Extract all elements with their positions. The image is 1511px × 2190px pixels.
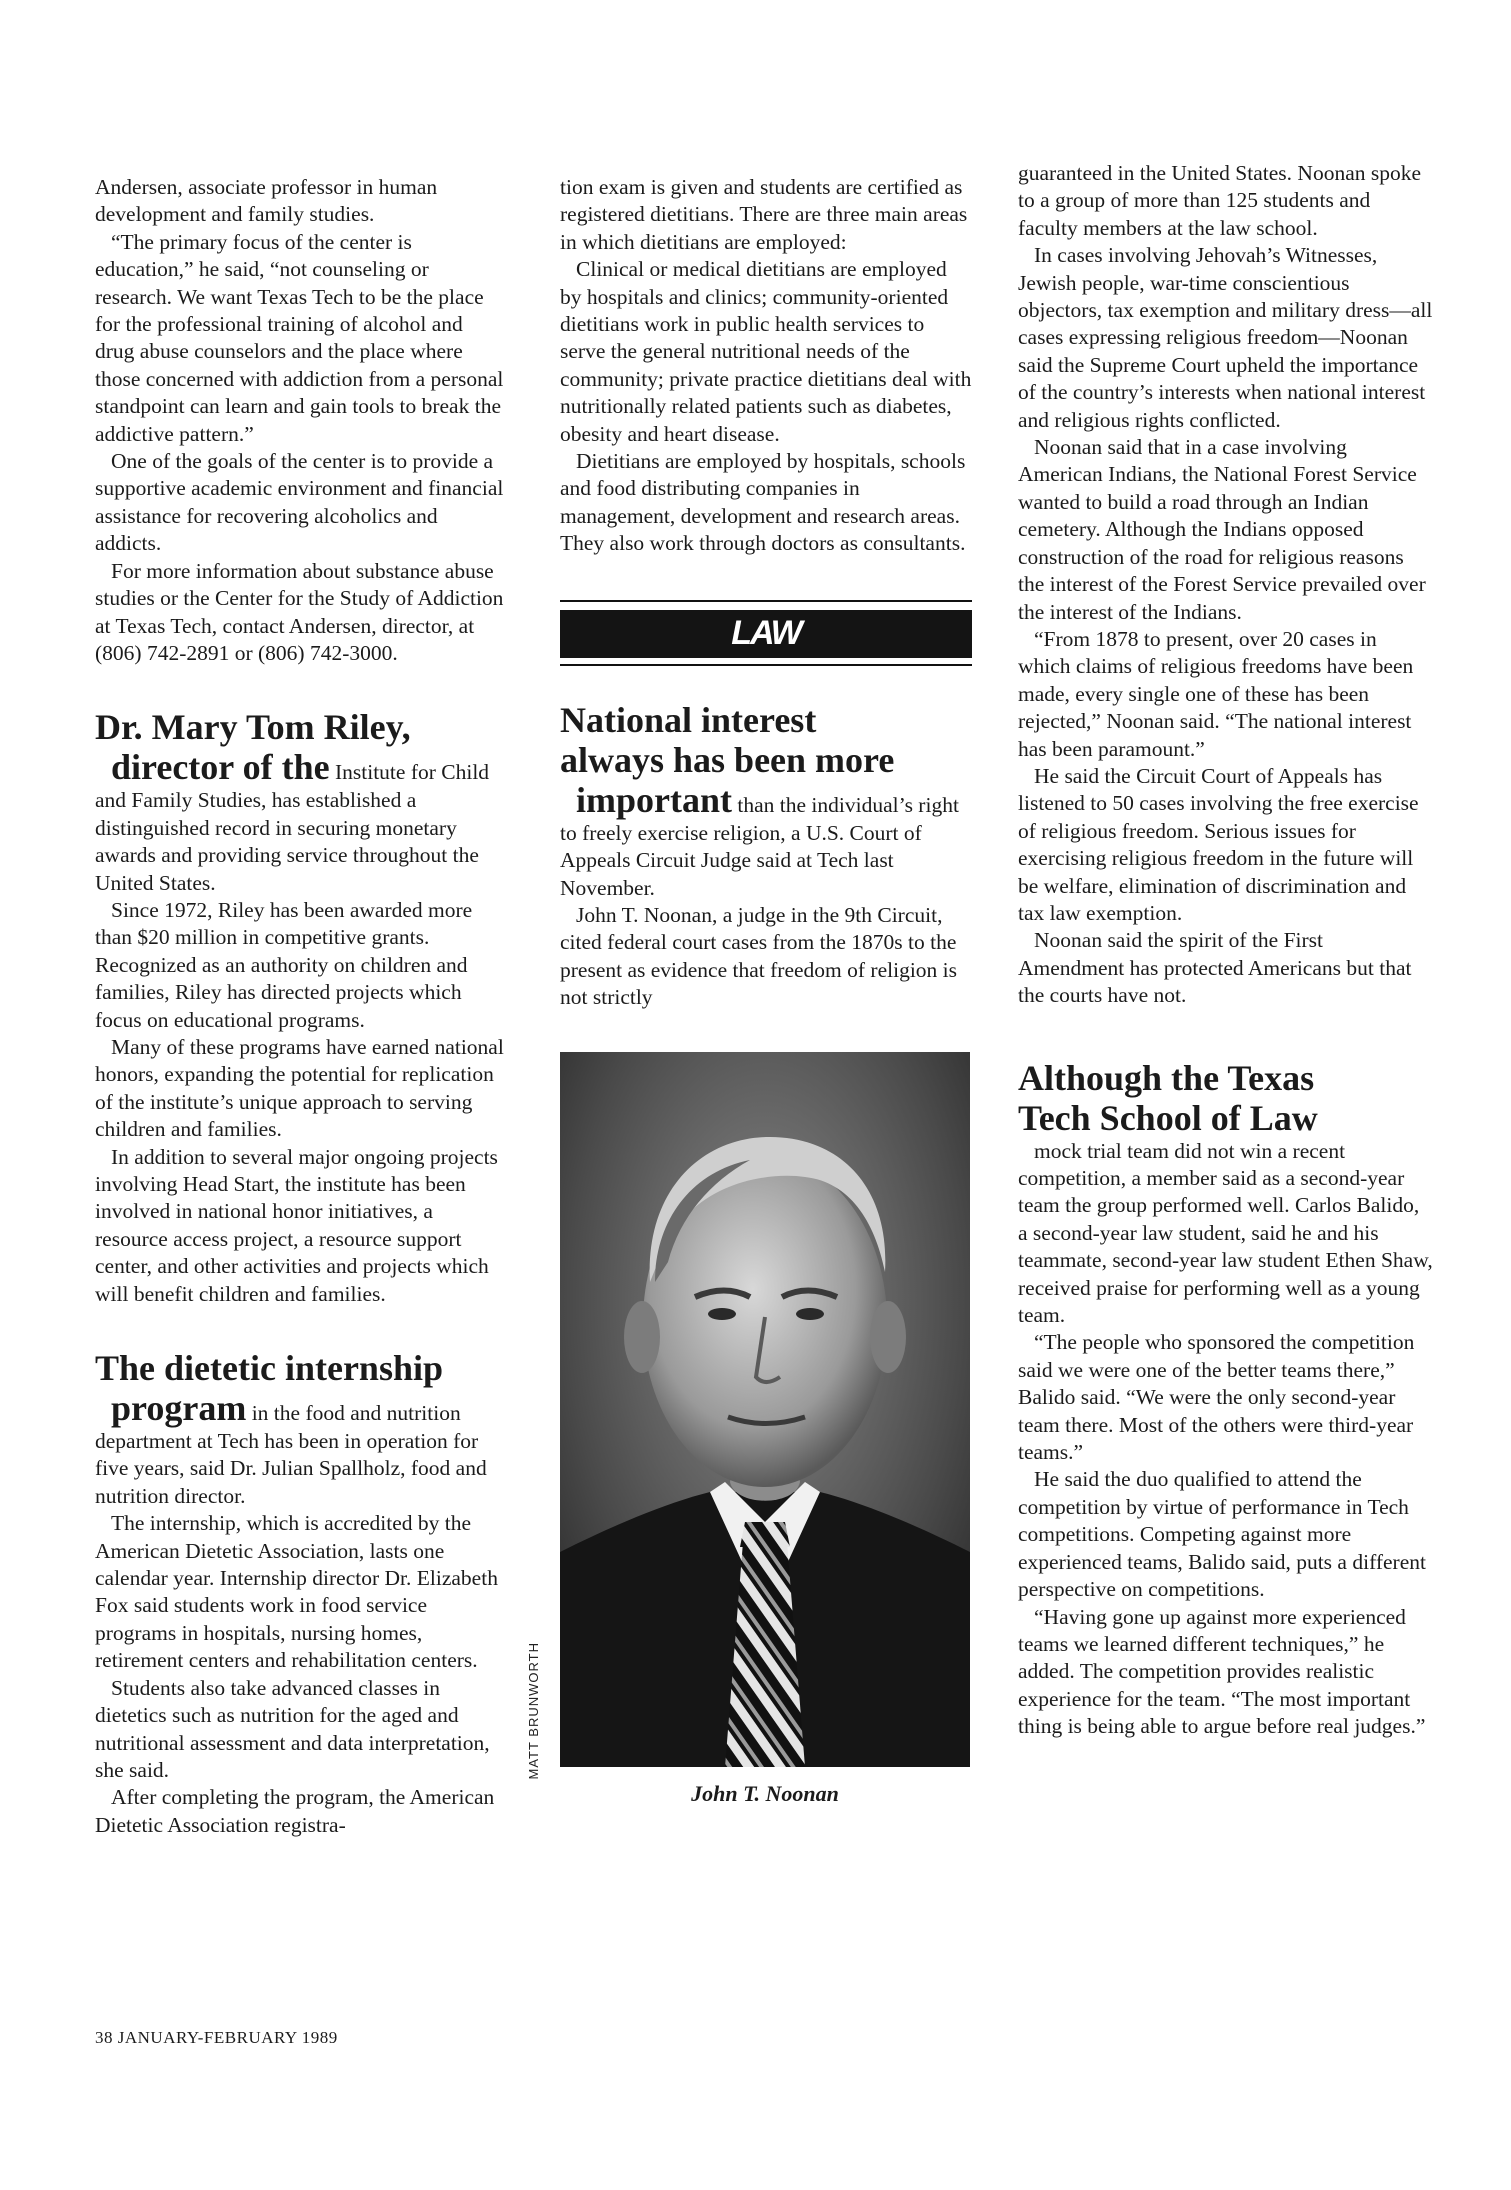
- body-paragraph: “The people who sponsored the competition said we were one of the better teams there,” Balido said. “We were the only second-year team there. Most of the others were third-year teams.”: [1018, 1330, 1415, 1465]
- law-headline-line1: National interest: [560, 699, 817, 740]
- body-paragraph: tion exam is given and students are certified as registered dietitians. There are three main areas in which dietitians are employed:: [560, 175, 968, 254]
- mock-headline-line2: Tech School of Law: [1018, 1097, 1318, 1138]
- body-paragraph: Since 1972, Riley has been awarded more than $20 million in competitive grants. Recognized as an authority on children and families, Riley has directed projects which focus on educational programs.: [95, 897, 473, 1032]
- body-paragraph: Dietitians are employed by hospitals, schools and food distributing companies in management, development and research areas. They also work through doctors as consultants.: [560, 449, 966, 556]
- mock-trial-article: [1018, 1058, 1433, 1741]
- body-paragraph: One of the goals of the center is to provide a supportive academic environment and financial assistance for recovering alcoholics and addicts.: [95, 449, 504, 556]
- body-paragraph: Noonan said the spirit of the First Amendment has protected Americans but that the courts have not.: [1018, 928, 1412, 1008]
- law-lead-text: than the individual’s right to freely exercise religion, a U.S. Court of Appeals Circuit Judge said at Tech last November.: [560, 792, 959, 900]
- section-label-law: LAW: [560, 610, 972, 658]
- body-paragraph: In addition to several major ongoing projects involving Head Start, the institute has been involved in national honor initiatives, a resource access project, a resource support center, and other activities and projects which will benefit children and families.: [95, 1144, 498, 1306]
- dietetic-headline-line2: program: [111, 1388, 247, 1429]
- body-paragraph: guaranteed in the United States. Noonan spoke to a group of more than 125 students and faculty members at the law school.: [1018, 161, 1422, 240]
- law-headline-line2: always has been more: [560, 739, 895, 780]
- dietetic-headline-line1: The dietetic internship: [95, 1348, 443, 1389]
- law-headline-line3: important: [576, 779, 732, 820]
- riley-lead-text: Institute for Child and Family Studies, has established a distinguished record in securing monetary awards and providing service throughout the United States.: [95, 760, 490, 895]
- body-paragraph: Noonan said that in a case involving American Indians, the National Forest Service wanted to build a road through an Indian cemetery. Although the Indians opposed construction of the road for religious reasons the interest of the Forest Service prevailed over the interest of the Indians.: [1018, 435, 1426, 624]
- column-left: [95, 174, 507, 1839]
- body-paragraph: Clinical or medical dietitians are employed by hospitals and clinics; community-oriented dietitians work in public health services to serve the general nutritional needs of the community; private practice dietitians deal with nutritionally related patients such as diabetes, obesity and heart disease.: [560, 257, 972, 446]
- body-paragraph: Students also take advanced classes in dietetics such as nutrition for the aged and nutritional assessment and data interpretation, she said.: [95, 1675, 490, 1782]
- body-paragraph: He said the Circuit Court of Appeals has listened to 50 cases involving the free exercise of religious freedom. Serious issues for exercising religious freedom in the future will be welfare, elimination of discrimination and tax law exemption.: [1018, 763, 1419, 925]
- dietetic-lead-text: in the food and nutrition department at Tech has been in operation for five years, said Dr. Julian Spallholz, food and nutrition director.: [95, 1401, 487, 1508]
- body-paragraph: “From 1878 to present, over 20 cases in which claims of religious freedoms have been made, every single one of these has been rejected,” Noonan said. “The national interest has been paramount.”: [1018, 626, 1414, 761]
- noonan-portrait-photo: [560, 1052, 970, 1767]
- dietetic-lead: [95, 1388, 507, 1510]
- body-paragraph: In cases involving Jehovah’s Witnesses, Jewish people, war-time conscientious objectors, tax exemption and military dress—all cases expressing religious freedom—Noonan said the Supreme Court upheld the importance of the country’s interests when national interest and religious rights conflicted.: [1018, 243, 1433, 432]
- section-rule-bottom: [560, 664, 972, 666]
- riley-headline-line2: director of the: [111, 747, 330, 788]
- photo-caption: John T. Noonan: [691, 1780, 839, 1806]
- page-number: 38: [95, 2028, 113, 2047]
- body-paragraph: The internship, which is accredited by the American Dietetic Association, lasts one calendar year. Internship director Dr. Elizabeth Fox said students work in food service programs in hospitals, nursing homes, retirement centers and rehabilitation centers.: [95, 1511, 498, 1673]
- mock-lead: mock trial team did not win a recent competition, a member said as a second-year team the group performed well. Carlos Balido, a second-year law student, said he and his teammate, second-year law student Ethen Shaw, received praise for performing well as a young team.: [1018, 1138, 1433, 1328]
- column-middle: [526, 174, 972, 1812]
- page-footer: [95, 2028, 338, 2048]
- body-paragraph: John T. Noonan, a judge in the 9th Circuit, cited federal court cases from the 1870s to the present as evidence that freedom of religion is not strictly: [560, 902, 958, 1010]
- riley-headline-line1: Dr. Mary Tom Riley,: [95, 707, 411, 748]
- body-paragraph: “The primary focus of the center is education,” he said, “not counseling or research. We want Texas Tech to be the place for the professional training of alcohol and drug abuse counselors and the place where those concerned with addiction from a personal standpoint can learn and gain tools to break the addictive pattern.”: [95, 229, 504, 446]
- body-paragraph: After completing the program, the American Dietetic Association registra-: [95, 1785, 495, 1837]
- column-right: [1018, 160, 1433, 1741]
- law-lead: [560, 780, 972, 902]
- photo-credit: MATT BRUNWORTH: [526, 1641, 541, 1780]
- body-paragraph: He said the duo qualified to attend the competition by virtue of performance in Tech competitions. Competing against more experienced teams, Balido said, puts a different perspective on competitions.: [1018, 1467, 1426, 1602]
- noonan-photo-block: [526, 1052, 970, 1812]
- law-article: [560, 700, 972, 1012]
- section-rule-top: [560, 600, 972, 602]
- dietetic-article: [95, 1348, 507, 1839]
- body-paragraph: Many of these programs have earned national honors, expanding the potential for replication of the institute’s unique approach to serving children and families.: [95, 1034, 504, 1142]
- body-paragraph: “Having gone up against more experienced teams we learned different techniques,” he added. The competition provides realistic experience for the team. “The most important thing is being able to argue before real judges.”: [1018, 1604, 1426, 1739]
- riley-lead: [95, 747, 507, 897]
- body-paragraph: Andersen, associate professor in human development and family studies.: [95, 175, 438, 227]
- riley-article: [95, 707, 507, 1308]
- body-paragraph: For more information about substance abuse studies or the Center for the Study of Addiction at Texas Tech, contact Andersen, director, at (806) 742-2891 or (806) 742-3000.: [95, 558, 504, 665]
- issue-date: JANUARY-FEBRUARY 1989: [117, 2028, 338, 2047]
- mock-headline-line1: Although the Texas: [1018, 1057, 1315, 1098]
